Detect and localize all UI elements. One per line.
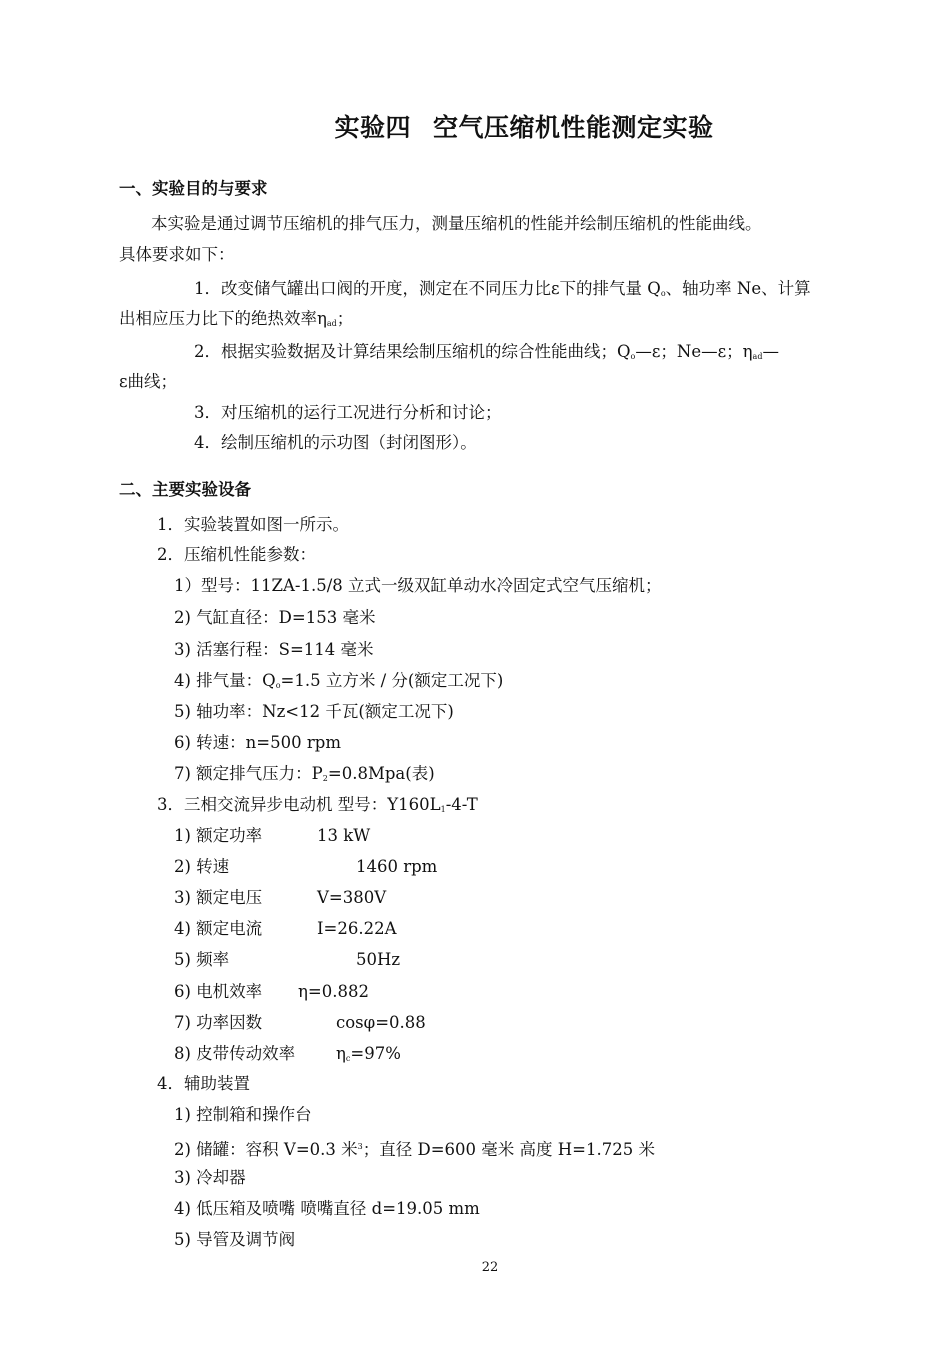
motor-param: 2) 转速 1460 rpm xyxy=(174,857,438,876)
section-1-heading: 一、实验目的与要求 xyxy=(119,179,268,198)
list-item: 2．压缩机性能参数： xyxy=(157,545,316,564)
motor-param: 4) 额定电流 I=26.22A xyxy=(174,919,397,938)
param-pressure: 7) 额定排气压力：$P_2=0.8Mpa$(表) xyxy=(174,764,435,783)
page-title xyxy=(0,108,951,144)
motor-param: 3) 额定电压 V=380V xyxy=(174,888,387,907)
list-item: 1．实验装置如图一所示。 xyxy=(157,515,349,534)
paragraph: 本实验是通过调节压缩机的排气压力，测量压缩机的性能并绘制压缩机的性能曲线。 xyxy=(151,214,762,233)
aux-item: 2) 储罐：容积 V=0.3 米$^3$；直径 D=600 毫米 高度 H=1.725 米 xyxy=(174,1140,655,1159)
motor-param: 8) 皮带传动效率 $\eta_c=97\%$ xyxy=(174,1044,401,1063)
list-item: 3．三相交流异步电动机 型号：$Y160L_1-4-T$ xyxy=(157,795,478,814)
list-item-continuation: ε曲线； xyxy=(119,372,178,391)
aux-item: 3) 冷却器 xyxy=(174,1168,246,1187)
list-item-continuation: 出相应压力比下的绝热效率$\eta_{ad}$； xyxy=(119,309,354,328)
aux-item: 5) 导管及调节阀 xyxy=(174,1230,296,1249)
aux-item: 1) 控制箱和操作台 xyxy=(174,1105,312,1124)
title-part-1: 实验四 xyxy=(334,113,411,142)
paragraph: 具体要求如下： xyxy=(119,245,235,264)
motor-param: 6) 电机效率 η=0.882 xyxy=(174,982,369,1001)
list-item: 3．对压缩机的运行工况进行分析和讨论； xyxy=(194,403,502,422)
section-2-heading: 二、主要实验设备 xyxy=(119,480,251,499)
aux-item: 4) 低压箱及喷嘴 喷嘴直径 d=19.05 mm xyxy=(174,1199,480,1218)
param-shaft-power: 5) 轴功率：Nz<12 千瓦(额定工况下) xyxy=(174,702,454,721)
page-number: 22 xyxy=(481,1260,499,1275)
param-stroke: 3) 活塞行程：S=114 毫米 xyxy=(174,640,374,659)
param-model: 1）型号：11ZA-1.5/8 立式一级双缸单动水冷固定式空气压缩机； xyxy=(174,576,662,595)
list-item: 4．辅助装置 xyxy=(157,1074,250,1093)
title-part-2: 空气压缩机性能测定实验 xyxy=(433,113,714,142)
motor-param: 1) 额定功率 13 kW xyxy=(174,826,371,845)
list-item: 1．改变储气罐出口阀的开度，测定在不同压力比ε下的排气量 $Q_o$、轴功率 Ne、计算 xyxy=(194,279,811,298)
motor-param: 5) 频率 50Hz xyxy=(174,950,401,969)
param-speed: 6) 转速：n=500 rpm xyxy=(174,733,341,752)
motor-param: 7) 功率因数 cosφ=0.88 xyxy=(174,1013,426,1032)
list-item: 4．绘制压缩机的示功图（封闭图形）。 xyxy=(194,433,477,452)
list-item: 2．根据实验数据及计算结果绘制压缩机的综合性能曲线；$Q_o—\varepsilon$；Ne—ε；$\eta_{ad}—$ xyxy=(194,342,779,361)
param-displacement: 4) 排气量：$Q_o=1.5$ 立方米 / 分(额定工况下) xyxy=(174,671,504,690)
param-bore: 2) 气缸直径：D=153 毫米 xyxy=(174,608,376,627)
